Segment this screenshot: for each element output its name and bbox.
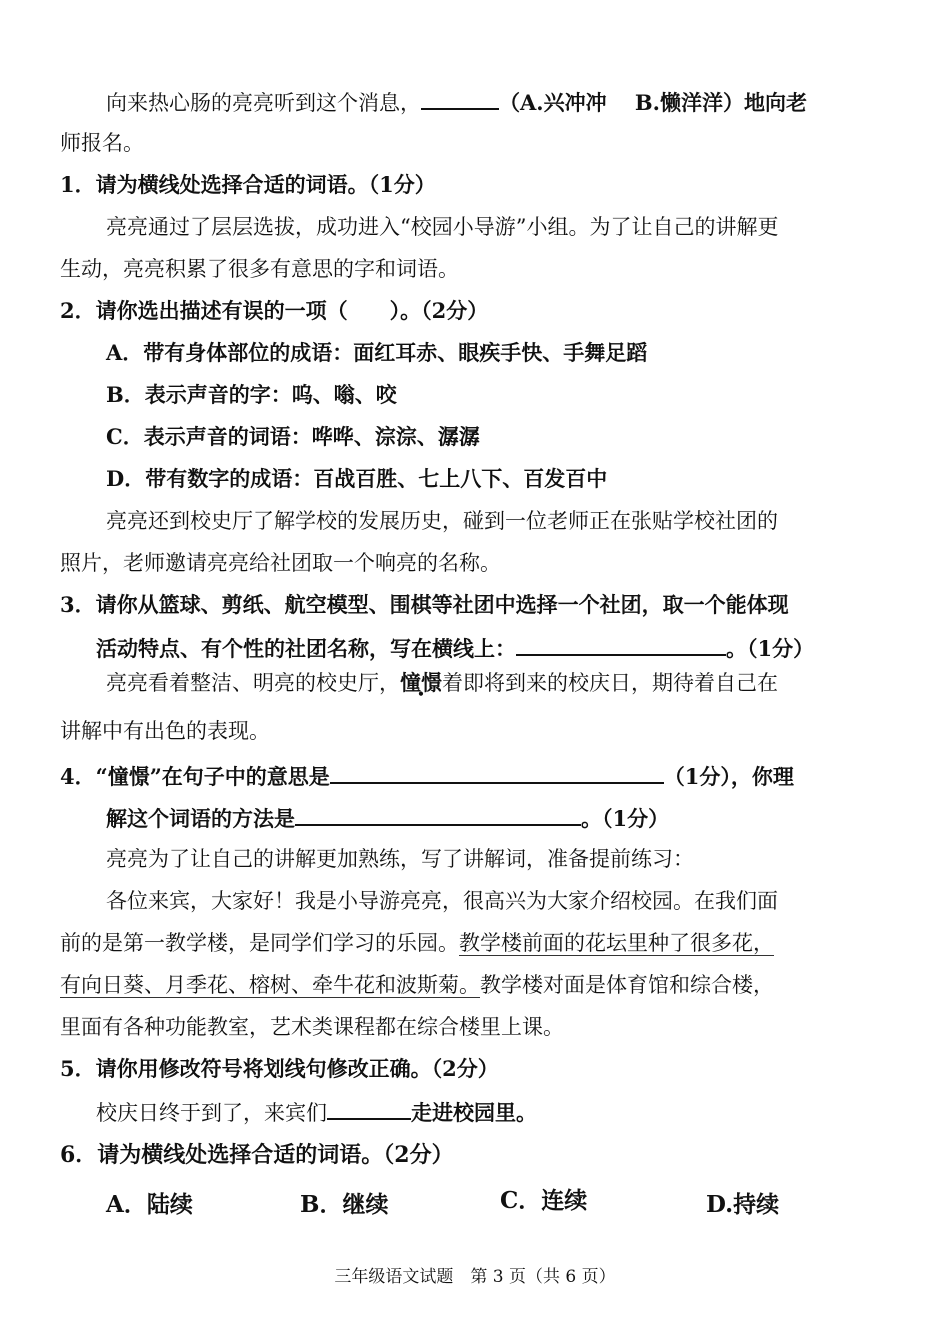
intro-options: （A.兴冲冲 B.懒洋洋）地向老 <box>499 90 807 115</box>
para3-line-2: 讲解中有出色的表现。 <box>60 719 270 743</box>
question-3-line-1: 3．请你从篮球、剪纸、航空模型、围棋等社团中选择一个社团，取一个能体现 <box>60 592 789 617</box>
q2-option-b: B．表示声音的字：呜、嗡、咬 <box>106 382 397 407</box>
q2-option-a: A．带有身体部位的成语：面红耳赤、眼疾手快、手舞足蹈 <box>106 340 648 365</box>
para5-line <box>96 1096 860 1128</box>
para1-line-1: 亮亮通过了层层选拔，成功进入“校园小导游”小组。为了让自己的讲解更 <box>106 215 779 239</box>
para5-text: 校庆日终于到了，来宾们 <box>96 1101 327 1125</box>
question-6: 6．请为横线处选择合适的词语。（2分） <box>60 1142 454 1168</box>
speech-line-3 <box>60 970 860 1000</box>
intro-line-2: 师报名。 <box>60 131 144 155</box>
q3-score: 。（1分） <box>726 636 815 661</box>
emphasized-word: 憧憬 <box>400 670 442 695</box>
question-1: 1．请为横线处选择合适的词语。（1分） <box>60 172 436 197</box>
page-footer: 三年级语文试题 第 3 页（共 6 页） <box>334 1267 616 1287</box>
q3-prompt: 活动特点、有个性的社团名称，写在横线上： <box>96 636 516 661</box>
question-4-line-1 <box>60 760 860 792</box>
para3-text-b: 着即将到来的校庆日，期待着自己在 <box>442 671 778 695</box>
q3-answer-blank <box>516 632 726 656</box>
q6-option-c: C．连续 <box>500 1187 588 1214</box>
q4-score-1: （1分），你理 <box>663 764 794 789</box>
speech-line-2 <box>60 928 860 958</box>
q4-method-prompt: 解这个词语的方法是 <box>106 806 295 831</box>
speech-text-2: 教学楼对面是体育馆和综合楼， <box>480 973 774 997</box>
question-5: 5．请你用修改符号将划线句修改正确。（2分） <box>60 1056 499 1081</box>
underlined-sentence-part-1: 教学楼前面的花坛里种了很多花， <box>459 931 774 955</box>
intro-blank <box>421 86 499 110</box>
q4-score-2: 。（1分） <box>581 806 670 831</box>
q6-option-a: A．陆续 <box>106 1191 193 1218</box>
q4-method-blank <box>295 802 581 826</box>
para1-line-2: 生动，亮亮积累了很多有意思的字和词语。 <box>60 257 459 281</box>
intro-text: 向来热心肠的亮亮听到这个消息， <box>106 91 421 115</box>
intro-line-1 <box>106 86 860 118</box>
q2-option-d: D．带有数字的成语：百战百胜、七上八下、百发百中 <box>106 466 608 491</box>
speech-text: 前的是第一教学楼，是同学们学习的乐园。 <box>60 931 459 955</box>
speech-line-1: 各位来宾，大家好！我是小导游亮亮，很高兴为大家介绍校园。在我们面 <box>106 889 778 913</box>
q6-option-d: D.持续 <box>706 1191 780 1218</box>
q4-prompt: 4．“憧憬”在句子中的意思是 <box>60 764 330 789</box>
q6-option-b: B．继续 <box>300 1191 389 1218</box>
q2-option-c: C．表示声音的词语：哗哗、淙淙、潺潺 <box>106 424 480 449</box>
para3-text-a: 亮亮看着整洁、明亮的校史厅， <box>106 671 400 695</box>
para5-text-end: 走进校园里。 <box>411 1100 537 1125</box>
para3-line-1 <box>106 668 860 698</box>
question-3-line-2 <box>96 632 860 664</box>
underlined-sentence-part-2: 有向日葵、月季花、榕树、牵牛花和波斯菊。 <box>60 973 480 997</box>
question-2: 2．请你选出描述有误的一项（ ）。（2分） <box>60 298 489 323</box>
para2-line-2: 照片，老师邀请亮亮给社团取一个响亮的名称。 <box>60 551 501 575</box>
speech-line-4: 里面有各种功能教室，艺术类课程都在综合楼里上课。 <box>60 1015 564 1039</box>
para2-line-1: 亮亮还到校史厅了解学校的发展历史，碰到一位老师正在张贴学校社团的 <box>106 509 778 533</box>
para4-line-1: 亮亮为了让自己的讲解更加熟练，写了讲解词，准备提前练习： <box>106 847 694 871</box>
q6-blank <box>327 1096 411 1120</box>
question-4-line-2 <box>106 802 860 834</box>
q4-meaning-blank <box>330 760 664 784</box>
